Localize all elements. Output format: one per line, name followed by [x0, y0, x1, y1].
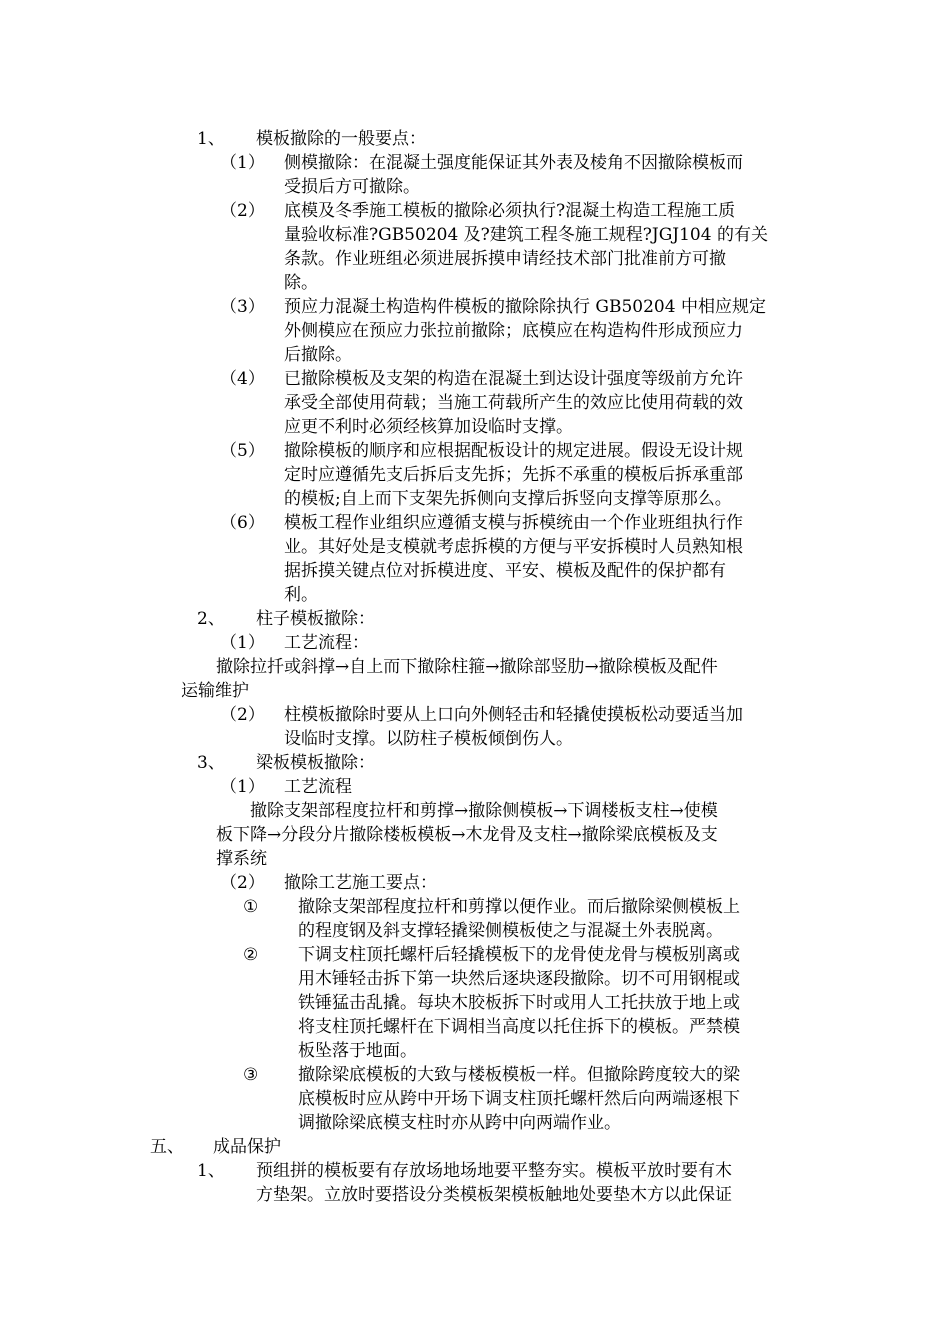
point-number: ① — [243, 897, 259, 917]
section-number: 3、 — [197, 753, 225, 773]
text-line: 利。 — [284, 585, 318, 605]
item-number: （1） — [220, 633, 265, 653]
text-line: 承受全部使用荷载；当施工荷载所产生的效应比使用荷载的效 — [284, 393, 743, 413]
text-line: 侧模撤除：在混凝土强度能保证其外表及棱角不因撤除模板而 — [284, 153, 743, 173]
text-line: 预应力混凝土构造构件模板的撤除除执行 GB50204 中相应规定 — [284, 297, 766, 317]
text-line: 底模板时应从跨中开场下调支柱顶托螺杆然后向两端逐根下 — [298, 1089, 740, 1109]
flow-line: 撑系统 — [216, 849, 267, 869]
section-heading: 梁板模板撤除： — [256, 753, 375, 773]
flow-line: 撤除拉扦或斜撑→自上而下撤除柱箍→撤除部竖肋→撤除模板及配件 — [216, 657, 718, 677]
text-line: 定时应遵循先支后拆后支先拆；先拆不承重的模板后拆承重部 — [284, 465, 743, 485]
text-line: 工艺流程 — [284, 777, 352, 797]
text-line: 外侧模应在预应力张拉前撤除；底模应在构造构件形成预应力 — [284, 321, 743, 341]
item-number: （4） — [220, 369, 265, 389]
flow-line: 板下降→分段分片撤除楼板模板→木龙骨及支柱→撤除梁底模板及支 — [216, 825, 718, 845]
text-line: 后撤除。 — [284, 345, 352, 365]
text-line: 的模板;自上而下支架先拆侧向支撑后拆竖向支撑等原那么。 — [284, 489, 732, 509]
text-line: 柱模板撤除时要从上口向外侧轻击和轻撬使摸板松动要适当加 — [284, 705, 743, 725]
text-line: 撤除支架部程度拉杆和剪撑以便作业。而后撤除梁侧模板上 — [298, 897, 740, 917]
item-number: （3） — [220, 297, 265, 317]
item-number: （1） — [220, 777, 265, 797]
text-line: 撤除工艺施工要点： — [284, 873, 437, 893]
text-line: 据拆摸关键点位对拆模进度、平安、模板及配件的保护都有 — [284, 561, 726, 581]
flow-line: 撤除支架部程度拉杆和剪撑→撤除侧模板→下调楼板支柱→使模 — [250, 801, 718, 821]
text-line: 下调支柱顶托螺杆后轻撬模板下的龙骨使龙骨与模板别离或 — [298, 945, 740, 965]
item-number: （6） — [220, 513, 265, 533]
text-line: 撤除模板的顺序和应根据配板设计的规定进展。假设无设计规 — [284, 441, 743, 461]
item-number: 1、 — [197, 1161, 225, 1181]
section-heading: 模板撤除的一般要点： — [256, 129, 426, 149]
text-line: 铁锤猛击乱撬。每块木胶板拆下时或用人工托扶放于地上或 — [298, 993, 740, 1013]
text-line: 应更不利时必须经核算加设临时支撑。 — [284, 417, 573, 437]
point-number: ② — [243, 945, 259, 965]
text-line: 底模及冬季施工模板的撤除必须执行?混凝土构造工程施工质 — [284, 201, 736, 221]
text-line: 将支柱顶托螺杆在下调相当高度以托住拆下的模板。严禁模 — [298, 1017, 740, 1037]
section-heading: 成品保护 — [213, 1137, 281, 1157]
text-line: 工艺流程： — [284, 633, 369, 653]
item-number: （2） — [220, 873, 265, 893]
point-number: ③ — [243, 1065, 259, 1085]
text-line: 方垫架。立放时要搭设分类模板架模板触地处要垫木方以此保证 — [256, 1185, 732, 1205]
text-line: 预组拼的模板要有存放场地场地要平整夯实。模板平放时要有木 — [256, 1161, 732, 1181]
item-number: （1） — [220, 153, 265, 173]
text-line: 量验收标准?GB50204 及?建筑工程冬施工规程?JGJ104 的有关 — [284, 225, 768, 245]
text-line: 除。 — [284, 273, 318, 293]
item-number: （5） — [220, 441, 265, 461]
section-number: 五、 — [150, 1137, 184, 1157]
text-line: 撤除梁底模板的大致与楼板模板一样。但撤除跨度较大的梁 — [298, 1065, 740, 1085]
item-number: （2） — [220, 705, 265, 725]
section-number: 1、 — [197, 129, 225, 149]
text-line: 的程度钢及斜支撑轻撬梁侧模板使之与混凝土外表脱离。 — [298, 921, 723, 941]
text-line: 受损后方可撤除。 — [284, 177, 420, 197]
text-line: 模板工程作业组织应遵循支模与拆模统由一个作业班组执行作 — [284, 513, 743, 533]
text-line: 已撤除模板及支架的构造在混凝土到达设计强度等级前方允许 — [284, 369, 743, 389]
text-line: 条款。作业班组必须进展拆摸申请经技术部门批准前方可撤 — [284, 249, 726, 269]
text-line: 板坠落于地面。 — [298, 1041, 417, 1061]
text-line: 业。其好处是支模就考虑拆模的方便与平安拆模时人员熟知根 — [284, 537, 743, 557]
text-line: 设临时支撑。以防柱子模板倾倒伤人。 — [284, 729, 573, 749]
section-number: 2、 — [197, 609, 225, 629]
text-line: 调撤除梁底模支柱时亦从跨中向两端作业。 — [298, 1113, 621, 1133]
text-line: 用木锤轻击拆下第一块然后逐块逐段撤除。切不可用钢棍或 — [298, 969, 740, 989]
flow-line: 运输维护 — [181, 681, 249, 701]
section-heading: 柱子模板撤除： — [256, 609, 375, 629]
item-number: （2） — [220, 201, 265, 221]
